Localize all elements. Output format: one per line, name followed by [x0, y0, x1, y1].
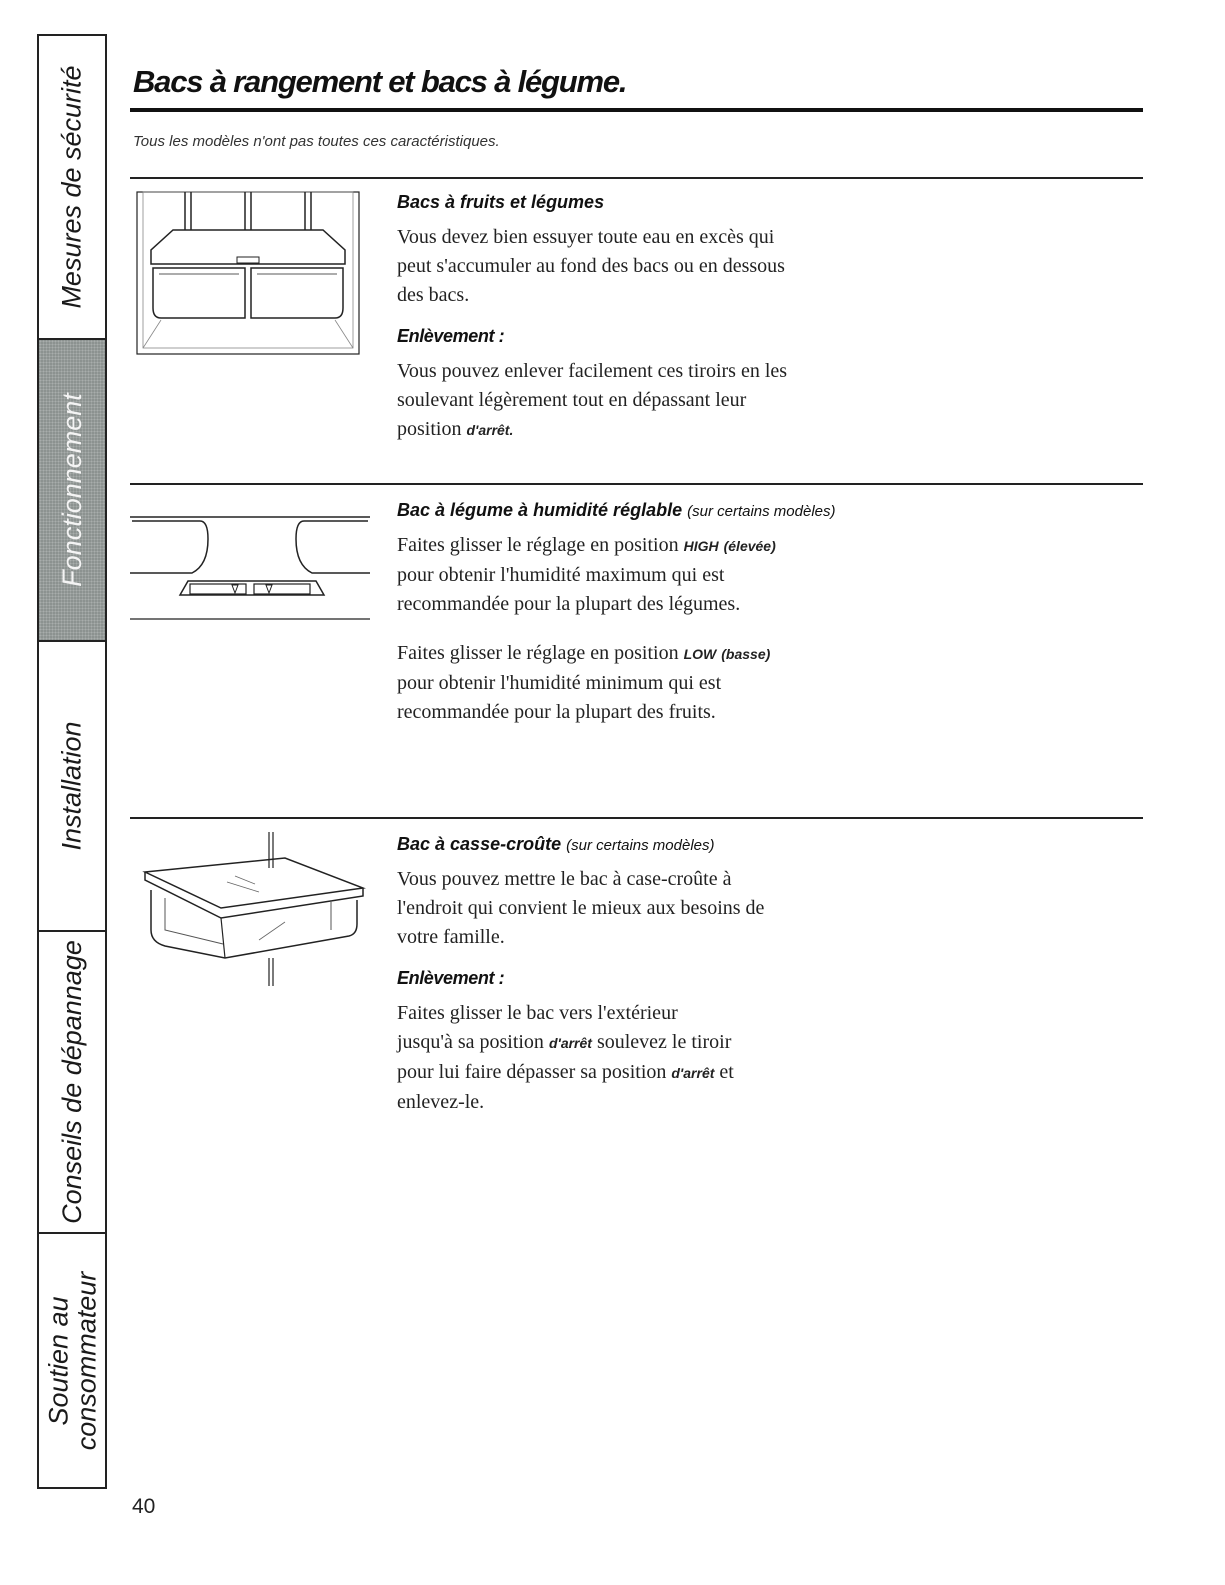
section-text: Vous pouvez mettre le bac à case-croûte à l'endroit qui convient le mieux aux besoins de votre famille.	[397, 868, 765, 948]
section-text: Vous devez bien essuyer toute eau en excès qui peut s'accumuler au fond des bacs ou en dessous des bacs.	[397, 226, 785, 306]
tab-conseils-de-depannage[interactable]	[39, 932, 105, 1234]
humidity-control-illustration	[130, 495, 370, 625]
keyword-basse: (basse)	[721, 646, 771, 662]
text: et enlevez-le.	[397, 1061, 734, 1113]
section-heading-text: Bac à légume à humidité réglable	[397, 500, 683, 520]
page-title: Bacs à rangement et bacs à légume.	[133, 64, 627, 99]
section-heading-note: (sur certains modèles)	[566, 837, 715, 854]
removal-heading: Enlèvement :	[397, 326, 505, 346]
section-heading-note: (sur certains modèles)	[687, 503, 836, 520]
section-divider	[130, 177, 1143, 179]
keyword-elevee: (élevée)	[723, 538, 776, 554]
removal-heading: Enlèvement :	[397, 968, 505, 988]
keyword-arret: d'arrêt.	[466, 422, 514, 438]
section-divider	[130, 483, 1143, 485]
keyword-arret: d'arrêt	[548, 1035, 592, 1051]
section-snack-pan	[397, 834, 1117, 1117]
removal-text-body: Vous pouvez enlever facilement ces tiroirs en les soulevant légèrement tout en dépassant leur position	[397, 360, 788, 440]
tab-installation[interactable]	[39, 642, 105, 932]
crisper-drawers-illustration	[133, 190, 363, 360]
text: Faites glisser le bac vers l'extérieur jusqu'à sa position	[397, 1002, 678, 1053]
text: Faites glisser le réglage en position	[397, 642, 679, 664]
removal-text	[397, 999, 737, 1117]
text: pour obtenir l'humidité minimum qui est recommandée pour la plupart des fruits.	[397, 672, 722, 723]
tab-label: Installation	[57, 721, 87, 851]
tab-label-line2: consommateur	[71, 1271, 102, 1450]
removal-text	[397, 357, 797, 445]
section-humidity	[397, 500, 1117, 727]
section-heading	[397, 500, 1117, 521]
tab-label: Mesures de sécurité	[57, 65, 88, 309]
tab-label	[44, 1271, 100, 1450]
section-heading: Bacs à fruits et légumes	[397, 192, 605, 212]
page-subtitle: Tous les modèles n'ont pas toutes ces caractéristiques.	[133, 133, 500, 150]
section-crisper	[397, 192, 1117, 445]
tab-label: Conseils de dépannage	[57, 940, 88, 1224]
keyword-high: HIGH	[683, 538, 719, 554]
text: Faites glisser le réglage en position	[397, 534, 679, 556]
tab-mesures-de-securite[interactable]	[39, 36, 105, 340]
snack-pan-illustration	[135, 830, 380, 990]
title-rule	[130, 108, 1143, 112]
humidity-low-text	[397, 639, 792, 727]
page-number: 40	[132, 1495, 156, 1518]
section-divider	[130, 817, 1143, 819]
tab-label: Fonctionnement	[57, 393, 87, 587]
humidity-high-text	[397, 531, 792, 619]
text: pour obtenir l'humidité maximum qui est recommandée pour la plupart des légumes.	[397, 564, 741, 615]
text: soulevez le tiroir pour lui faire dépasser sa position	[397, 1031, 732, 1083]
keyword-low: LOW	[683, 646, 717, 662]
keyword-arret: d'arrêt	[671, 1065, 715, 1081]
tab-label-line1: Soutien au	[43, 1295, 74, 1426]
tab-soutien-au-consommateur[interactable]	[39, 1234, 105, 1487]
section-heading	[397, 834, 1117, 855]
tab-fonctionnement[interactable]	[39, 340, 105, 642]
side-navigation	[37, 34, 107, 1489]
section-heading-text: Bac à casse-croûte	[397, 834, 562, 854]
